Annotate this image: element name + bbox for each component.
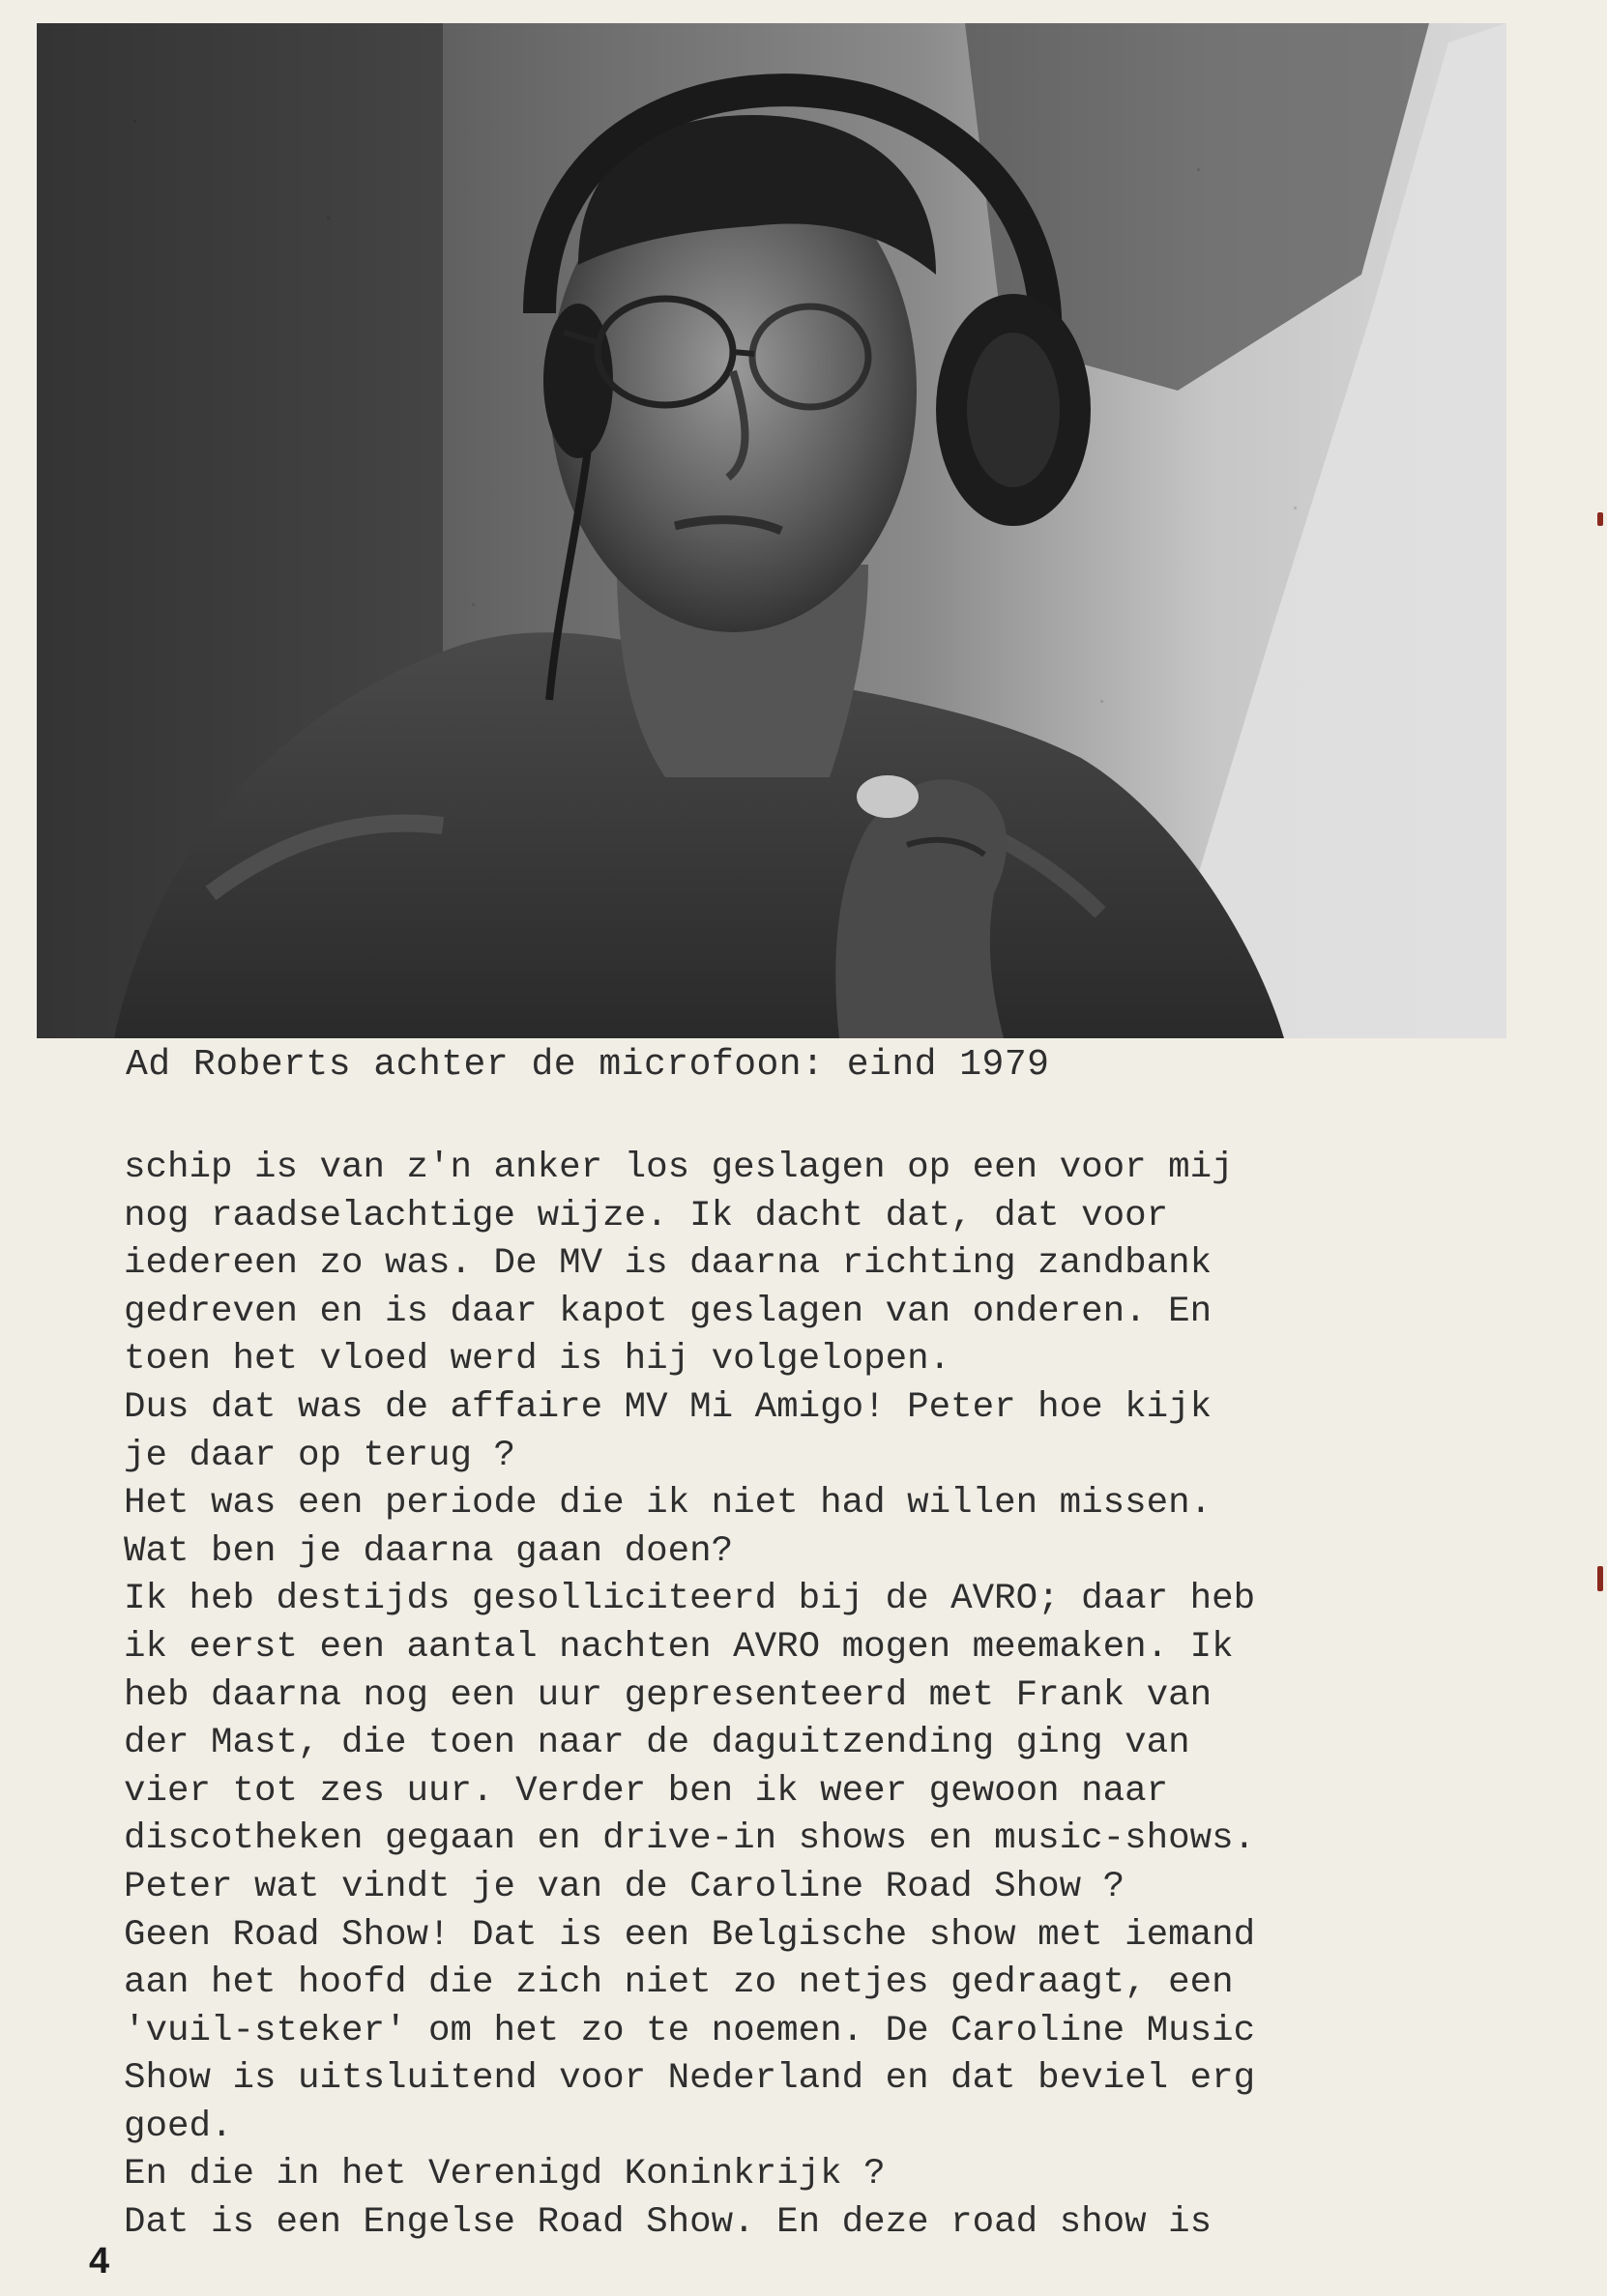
- body-line: Dat is een Engelse Road Show. En deze road show is: [124, 2202, 1213, 2244]
- photo-illustration: [37, 23, 1506, 1038]
- page-number: 4: [89, 2241, 110, 2281]
- body-line: ik eerst een aantal nachten AVRO mogen meemaken. Ik: [124, 1626, 1234, 1668]
- article-body: [124, 1145, 1497, 2248]
- body-line: heb daarna nog een uur gepresenteerd met Frank van: [124, 1674, 1213, 1716]
- body-line: je daar op terug ?: [124, 1435, 516, 1476]
- body-line: Show is uitsluitend voor Nederland en dat beviel erg: [124, 2058, 1256, 2100]
- photo-caption: Ad Roberts achter de microfoon: eind 1979: [126, 1044, 1050, 1086]
- body-line: aan het hoofd die zich niet zo netjes gedraagt, een: [124, 1962, 1234, 2004]
- body-line: goed.: [124, 2106, 233, 2147]
- body-line: Het was een periode die ik niet had willen missen.: [124, 1483, 1213, 1525]
- body-line: iedereen zo was. De MV is daarna richting zandbank: [124, 1243, 1213, 1285]
- body-line: gedreven en is daar kapot geslagen van onderen. En: [124, 1291, 1213, 1332]
- body-line: der Mast, die toen naar de daguitzending ging van: [124, 1723, 1190, 1764]
- body-line: schip is van z'n anker los geslagen op een voor mij: [124, 1148, 1234, 1188]
- body-line: discotheken gegaan en drive-in shows en music-shows.: [124, 1818, 1256, 1860]
- body-line: Ik heb destijds gesolliciteerd bij de AVRO; daar heb: [124, 1579, 1256, 1620]
- edge-mark: [1597, 1566, 1603, 1591]
- body-line: Geen Road Show! Dat is een Belgische show met iemand: [124, 1914, 1256, 1956]
- photo-ad-roberts: [37, 23, 1506, 1038]
- body-line: En die in het Verenigd Koninkrijk ?: [124, 2154, 886, 2195]
- body-line: toen het vloed werd is hij volgelopen.: [124, 1339, 951, 1381]
- body-line: Peter wat vindt je van de Caroline Road Show ?: [124, 1866, 1125, 1907]
- body-line: Dus dat was de affaire MV Mi Amigo! Peter hoe kijk: [124, 1386, 1213, 1428]
- edge-mark: [1597, 512, 1603, 526]
- body-line: 'vuil-steker' om het zo te noemen. De Caroline Music: [124, 2010, 1256, 2051]
- body-line: Wat ben je daarna gaan doen?: [124, 1530, 734, 1572]
- body-line: nog raadselachtige wijze. Ik dacht dat, dat voor: [124, 1195, 1169, 1236]
- body-line: vier tot zes uur. Verder ben ik weer gewoon naar: [124, 1770, 1169, 1812]
